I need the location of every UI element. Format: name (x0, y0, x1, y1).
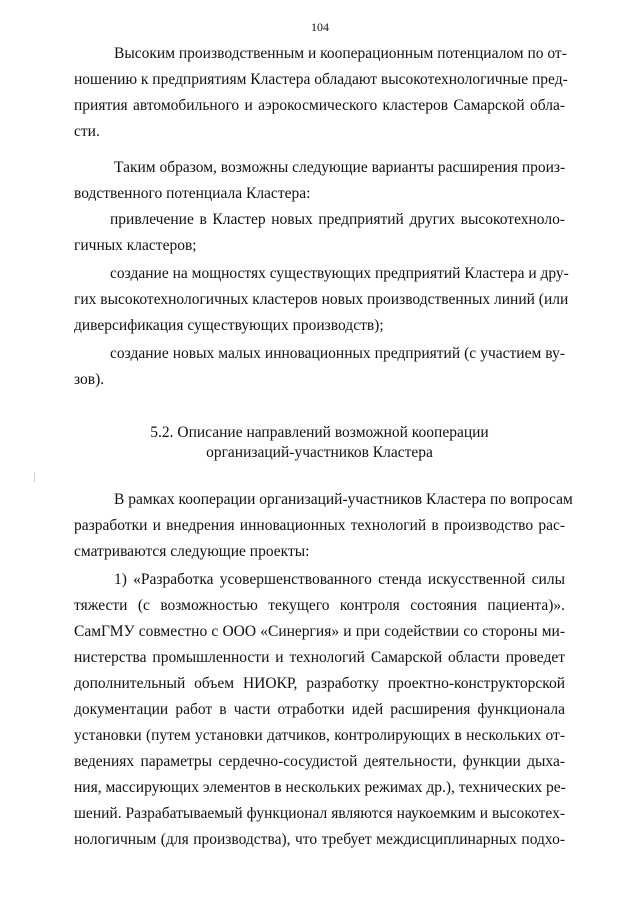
list-item-line: диверсификация существующих производств); (74, 317, 384, 334)
paragraph-line: Высоким производственным и кооперационным потенциалом по от- (114, 45, 567, 62)
paragraph-line: установки (путем установки датчиков, контролирующих в нескольких от- (74, 727, 565, 744)
paragraph-line: нологичным (для производства), что требует междисциплинарных подхо- (74, 831, 565, 848)
paragraph-line: водственного потенциала Кластера: (74, 185, 311, 202)
list-item-line: привлечение в Кластер новых предприятий других высокотехноло- (110, 211, 565, 228)
paragraph-line: дополнительный объем НИОКР, разработку проектно-конструкторской (74, 675, 565, 692)
list-item-line: создание на мощностях существующих предприятий Кластера и дру- (110, 265, 569, 282)
paragraph-line: ния, массирующих элементов в нескольких режимах др.), технических ре- (74, 779, 566, 796)
list-item-line: гих высокотехнологичных кластеров новых производственных линий (или (74, 291, 569, 308)
paragraph-line: ведениях параметры сердечно-сосудистой деятельности, функции дыха- (74, 753, 565, 770)
page-number: 104 (311, 20, 329, 34)
margin-mark (34, 472, 35, 482)
paragraph-line: шений. Разрабатываемый функционал являются наукоемким и высокотех- (74, 805, 565, 822)
section-heading: организаций-участников Кластера (206, 444, 433, 461)
paragraph-line: приятия автомобильного и аэрокосмического кластеров Самарской обла- (74, 97, 565, 114)
list-item-line: создание новых малых инновационных предприятий (с участием ву- (110, 345, 565, 362)
paragraph-line: тяжести (с возможностью текущего контроля состояния пациента)». (74, 597, 565, 614)
paragraph-line: нистерства промышленности и технологий Самарской области проведет (74, 649, 565, 666)
list-item-line: гичных кластеров; (74, 237, 197, 254)
paragraph-line: документации работ в части отработки идей расширения функционала (74, 701, 565, 718)
paragraph-line: ношению к предприятиям Кластера обладают высокотехнологичные пред- (74, 71, 568, 88)
paragraph-line: СамГМУ совместно с ООО «Синергия» и при содействии со стороны ми- (74, 623, 565, 640)
paragraph-line: разработки и внедрения инновационных технологий в производство рас- (74, 517, 565, 534)
paragraph-line: В рамках кооперации организаций-участников Кластера по вопросам (114, 491, 573, 508)
paragraph-line: сматриваются следующие проекты: (74, 543, 310, 560)
list-item-line: зов). (74, 371, 105, 388)
paragraph-line: Таким образом, возможны следующие варианты расширения произ- (114, 159, 566, 176)
paragraph-line: сти. (74, 123, 100, 140)
section-heading: 5.2. Описание направлений возможной кооперации (150, 424, 489, 441)
paragraph-line: 1) «Разработка усовершенствованного стенда искусственной силы (114, 571, 565, 588)
